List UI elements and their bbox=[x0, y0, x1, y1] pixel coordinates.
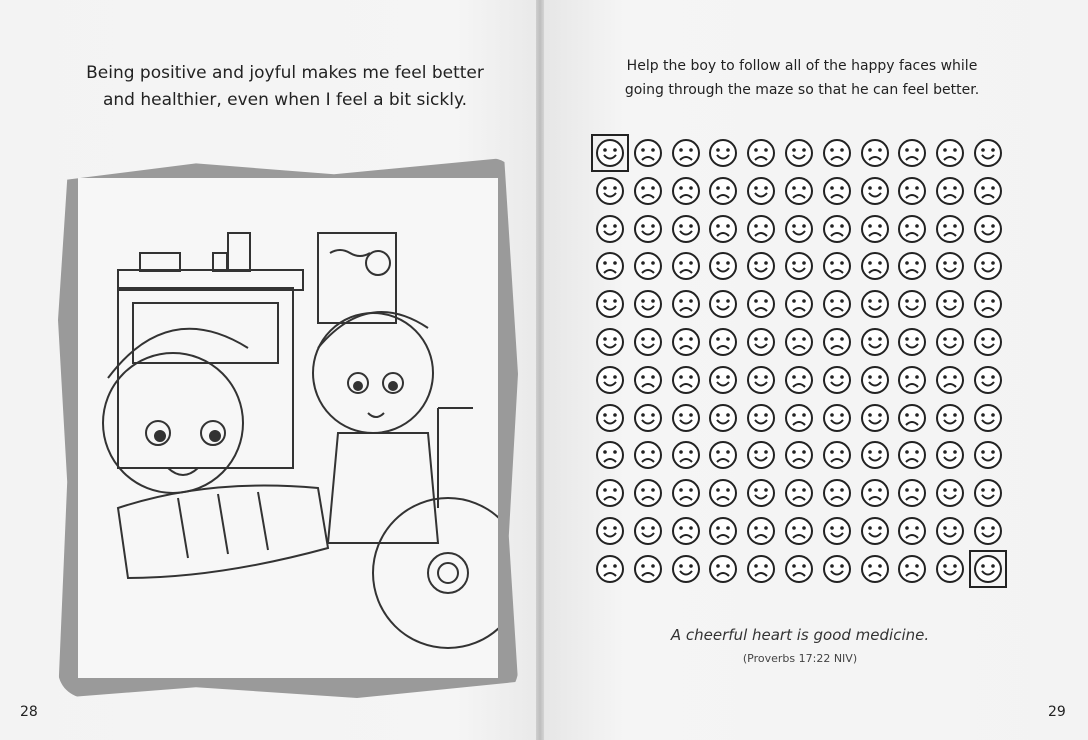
sad-face-icon bbox=[896, 439, 928, 471]
sad-face-icon bbox=[707, 175, 739, 207]
sad-face-icon bbox=[707, 213, 739, 245]
right-caption-line-1: Help the boy to follow all of the happy faces while bbox=[626, 58, 978, 74]
sad-face-icon bbox=[670, 288, 702, 320]
happy-face-icon bbox=[821, 515, 853, 547]
happy-face-icon bbox=[972, 553, 1004, 585]
page-number-right: 29 bbox=[1048, 704, 1066, 720]
sad-face-icon bbox=[670, 364, 702, 396]
happy-face-icon bbox=[821, 553, 853, 585]
sad-face-icon bbox=[594, 439, 626, 471]
sad-face-icon bbox=[632, 553, 664, 585]
sad-face-icon bbox=[896, 137, 928, 169]
sad-face-icon bbox=[896, 364, 928, 396]
happy-face-icon bbox=[934, 402, 966, 434]
happy-face-icon bbox=[783, 250, 815, 282]
happy-face-icon bbox=[859, 175, 891, 207]
happy-face-icon bbox=[972, 364, 1004, 396]
happy-face-icon bbox=[594, 515, 626, 547]
sad-face-icon bbox=[783, 515, 815, 547]
sad-face-icon bbox=[594, 477, 626, 509]
happy-face-icon bbox=[821, 402, 853, 434]
happy-face-icon bbox=[972, 213, 1004, 245]
sad-face-icon bbox=[670, 439, 702, 471]
sad-face-icon bbox=[896, 213, 928, 245]
happy-face-icon bbox=[859, 326, 891, 358]
sad-face-icon bbox=[859, 137, 891, 169]
happy-face-icon bbox=[594, 213, 626, 245]
sad-face-icon bbox=[783, 553, 815, 585]
sad-face-icon bbox=[632, 439, 664, 471]
sad-face-icon bbox=[670, 477, 702, 509]
coloring-illustration bbox=[78, 178, 498, 678]
happy-face-icon bbox=[934, 288, 966, 320]
happy-face-icon bbox=[707, 137, 739, 169]
happy-face-icon bbox=[670, 213, 702, 245]
sad-face-icon bbox=[783, 477, 815, 509]
happy-face-icon bbox=[707, 364, 739, 396]
sad-face-icon bbox=[821, 477, 853, 509]
happy-face-icon bbox=[632, 288, 664, 320]
happy-face-icon bbox=[972, 326, 1004, 358]
sad-face-icon bbox=[859, 250, 891, 282]
happy-face-icon bbox=[745, 364, 777, 396]
leg-cast bbox=[118, 486, 328, 579]
sad-face-icon bbox=[670, 137, 702, 169]
bible-quote: A cheerful heart is good medicine. bbox=[670, 626, 930, 644]
happy-face-icon bbox=[896, 288, 928, 320]
sad-face-icon bbox=[670, 326, 702, 358]
right-caption bbox=[590, 54, 1014, 102]
happy-face-icon bbox=[972, 137, 1004, 169]
certificate bbox=[318, 233, 396, 323]
happy-face-icon bbox=[934, 326, 966, 358]
left-caption bbox=[60, 60, 510, 114]
sad-face-icon bbox=[821, 250, 853, 282]
happy-face-icon bbox=[707, 288, 739, 320]
sad-face-icon bbox=[632, 175, 664, 207]
sad-face-icon bbox=[859, 477, 891, 509]
sad-face-icon bbox=[821, 326, 853, 358]
faces-maze bbox=[592, 135, 1016, 595]
sad-face-icon bbox=[934, 137, 966, 169]
sad-face-icon bbox=[821, 137, 853, 169]
sad-face-icon bbox=[896, 250, 928, 282]
boy-head bbox=[313, 313, 433, 433]
sad-face-icon bbox=[670, 175, 702, 207]
sad-face-icon bbox=[783, 402, 815, 434]
happy-face-icon bbox=[972, 402, 1004, 434]
sad-face-icon bbox=[934, 364, 966, 396]
happy-face-icon bbox=[632, 213, 664, 245]
happy-face-icon bbox=[972, 515, 1004, 547]
sad-face-icon bbox=[783, 439, 815, 471]
page-number-left: 28 bbox=[20, 704, 38, 720]
left-caption-line-1: Being positive and joyful makes me feel better bbox=[86, 63, 484, 83]
sad-face-icon bbox=[821, 175, 853, 207]
sad-face-icon bbox=[859, 553, 891, 585]
happy-face-icon bbox=[972, 477, 1004, 509]
sad-face-icon bbox=[934, 175, 966, 207]
happy-face-icon bbox=[896, 326, 928, 358]
happy-face-icon bbox=[594, 364, 626, 396]
happy-face-icon bbox=[594, 402, 626, 434]
sad-face-icon bbox=[707, 439, 739, 471]
sad-face-icon bbox=[632, 364, 664, 396]
sad-face-icon bbox=[745, 515, 777, 547]
happy-face-icon bbox=[594, 288, 626, 320]
sad-face-icon bbox=[707, 553, 739, 585]
sad-face-icon bbox=[670, 515, 702, 547]
sad-face-icon bbox=[670, 250, 702, 282]
bible-reference: (Proverbs 17:22 NIV) bbox=[742, 652, 858, 665]
happy-face-icon bbox=[783, 213, 815, 245]
happy-face-icon bbox=[632, 326, 664, 358]
happy-face-icon bbox=[594, 137, 626, 169]
sad-face-icon bbox=[745, 288, 777, 320]
happy-face-icon bbox=[745, 439, 777, 471]
sad-face-icon bbox=[896, 477, 928, 509]
sad-face-icon bbox=[594, 553, 626, 585]
sad-face-icon bbox=[745, 553, 777, 585]
sad-face-icon bbox=[896, 175, 928, 207]
sad-face-icon bbox=[896, 402, 928, 434]
happy-face-icon bbox=[859, 402, 891, 434]
happy-face-icon bbox=[745, 326, 777, 358]
cabinet bbox=[118, 288, 293, 468]
happy-face-icon bbox=[594, 326, 626, 358]
happy-face-icon bbox=[934, 439, 966, 471]
sad-face-icon bbox=[632, 477, 664, 509]
happy-face-icon bbox=[859, 439, 891, 471]
sad-face-icon bbox=[707, 326, 739, 358]
sad-face-icon bbox=[783, 364, 815, 396]
sad-face-icon bbox=[821, 439, 853, 471]
happy-face-icon bbox=[934, 477, 966, 509]
happy-face-icon bbox=[707, 402, 739, 434]
happy-face-icon bbox=[707, 250, 739, 282]
medicine-bottle bbox=[228, 233, 250, 271]
tissue-box bbox=[140, 253, 180, 271]
happy-face-icon bbox=[859, 288, 891, 320]
happy-face-icon bbox=[670, 553, 702, 585]
happy-face-icon bbox=[783, 137, 815, 169]
happy-face-icon bbox=[972, 439, 1004, 471]
sad-face-icon bbox=[632, 137, 664, 169]
sad-face-icon bbox=[821, 213, 853, 245]
happy-face-icon bbox=[745, 250, 777, 282]
happy-face-icon bbox=[972, 250, 1004, 282]
sad-face-icon bbox=[632, 250, 664, 282]
book-gutter bbox=[536, 0, 544, 740]
happy-face-icon bbox=[632, 402, 664, 434]
sad-face-icon bbox=[972, 288, 1004, 320]
sad-face-icon bbox=[972, 175, 1004, 207]
happy-face-icon bbox=[745, 175, 777, 207]
sad-face-icon bbox=[896, 515, 928, 547]
sad-face-icon bbox=[821, 288, 853, 320]
happy-face-icon bbox=[934, 250, 966, 282]
happy-face-icon bbox=[934, 515, 966, 547]
sad-face-icon bbox=[707, 515, 739, 547]
right-caption-line-2: going through the maze so that he can feel better. bbox=[624, 82, 980, 98]
sad-face-icon bbox=[783, 175, 815, 207]
happy-face-icon bbox=[859, 515, 891, 547]
sad-face-icon bbox=[896, 553, 928, 585]
sad-face-icon bbox=[934, 213, 966, 245]
happy-face-icon bbox=[745, 477, 777, 509]
sad-face-icon bbox=[783, 288, 815, 320]
sad-face-icon bbox=[594, 250, 626, 282]
happy-face-icon bbox=[859, 364, 891, 396]
happy-face-icon bbox=[821, 364, 853, 396]
sad-face-icon bbox=[783, 326, 815, 358]
happy-face-icon bbox=[745, 402, 777, 434]
boy-body bbox=[328, 433, 438, 543]
happy-face-icon bbox=[934, 553, 966, 585]
sad-face-icon bbox=[745, 213, 777, 245]
happy-face-icon bbox=[632, 515, 664, 547]
happy-face-icon bbox=[594, 175, 626, 207]
sad-face-icon bbox=[745, 137, 777, 169]
sad-face-icon bbox=[859, 213, 891, 245]
happy-face-icon bbox=[670, 402, 702, 434]
left-caption-line-2: and healthier, even when I feel a bit sickly. bbox=[102, 90, 468, 110]
sad-face-icon bbox=[707, 477, 739, 509]
